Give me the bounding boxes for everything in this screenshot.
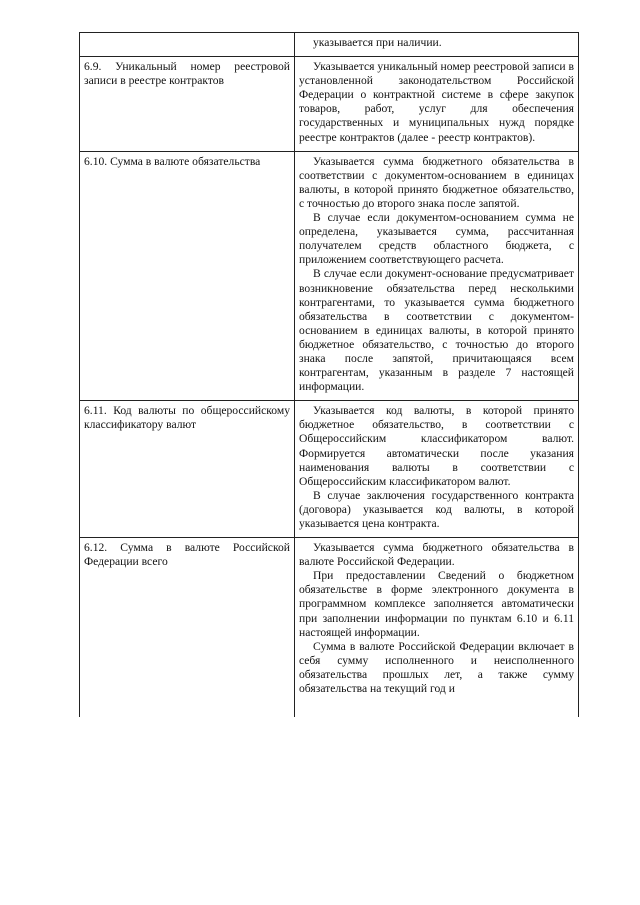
row-3-paragraph-1: Указывается сумма бюджетного обязательства в соответствии с документом-основанием в единицах валюты, в которой принято бюджетное обязательство, с точностью до второго знака после запятой.: [299, 154, 574, 210]
table-row: [80, 151, 579, 401]
row-1-paragraph-1: указывается при наличии.: [313, 36, 442, 49]
row-3-label-cell: [80, 151, 295, 401]
row-3-paragraph-2: В случае если документом-основанием сумма не определена, указывается сумма, рассчитанная получателем средств областного бюджета, с приложением соответствующего расчета.: [299, 211, 574, 267]
row-4-description-cell: [295, 401, 579, 538]
row-2-label: 6.9. Уникальный номер реестровой записи в реестре контрактов: [84, 60, 290, 88]
row-5-label: 6.12. Сумма в валюте Российской Федерации всего: [84, 541, 290, 569]
table-row: [80, 401, 579, 538]
table-row: [80, 33, 579, 57]
row-5-paragraph-3: Сумма в валюте Российской Федерации включает в себя сумму исполненного и неисполненного обязательства прошлых лет, а также сумму обязательства на текущий год и: [299, 639, 574, 696]
row-4-paragraph-2: В случае заключения государственного контракта (договора) указывается код валюты, в которой указывается цена контракта.: [299, 488, 574, 530]
row-5-label-cell: [80, 538, 295, 718]
table-row: [80, 538, 579, 718]
row-4-label: 6.11. Код валюты по общероссийскому классификатору валют: [84, 404, 290, 432]
row-2-description-cell: [295, 57, 579, 152]
row-5-paragraph-1: Указывается сумма бюджетного обязательства в валюте Российской Федерации.: [299, 541, 574, 569]
row-4-paragraph-1: Указывается код валюты, в которой принято бюджетное обязательство, в соответствии с Общероссийским классификатором валют. Формируется автоматически после указания наименования валюты в соответствии с Общероссийским классификатором валют.: [299, 404, 574, 488]
row-3-description-cell: [295, 151, 579, 401]
row-3-label: 6.10. Сумма в валюте обязательства: [84, 154, 261, 168]
row-1-label-cell: [80, 33, 295, 57]
table-row: [80, 57, 579, 152]
row-5-paragraph-2: При предоставлении Сведений о бюджетном обязательстве в форме электронного документа в программном комплексе заполняется автоматически при заполнении информации по пунктам 6.10 и 6.11 настоящей информации.: [299, 569, 574, 639]
document-table: [79, 32, 579, 717]
row-3-paragraph-3: В случае если документ-основание предусматривает возникновение обязательства перед несколькими контрагентами, то указывается сумма бюджетного обязательства в соответствии с документом-основанием в единицах валюты, в которой принято бюджетное обязательство, с точностью до второго знака после запятой, причитающаяся всем контрагентам, указанным в разделе 7 настоящей информации.: [299, 267, 574, 394]
row-4-label-cell: [80, 401, 295, 538]
row-2-paragraph-1: Указывается уникальный номер реестровой записи в установленной законодательством Российской Федерации о контрактной системе в сфере закупок товаров, работ, услуг для обеспечения государственных и муниципальных нужд порядке реестре контрактов (далее - реестр контрактов).: [299, 60, 574, 144]
row-2-label-cell: [80, 57, 295, 152]
row-1-description-cell: [295, 33, 579, 57]
row-5-description-cell: [295, 538, 579, 718]
